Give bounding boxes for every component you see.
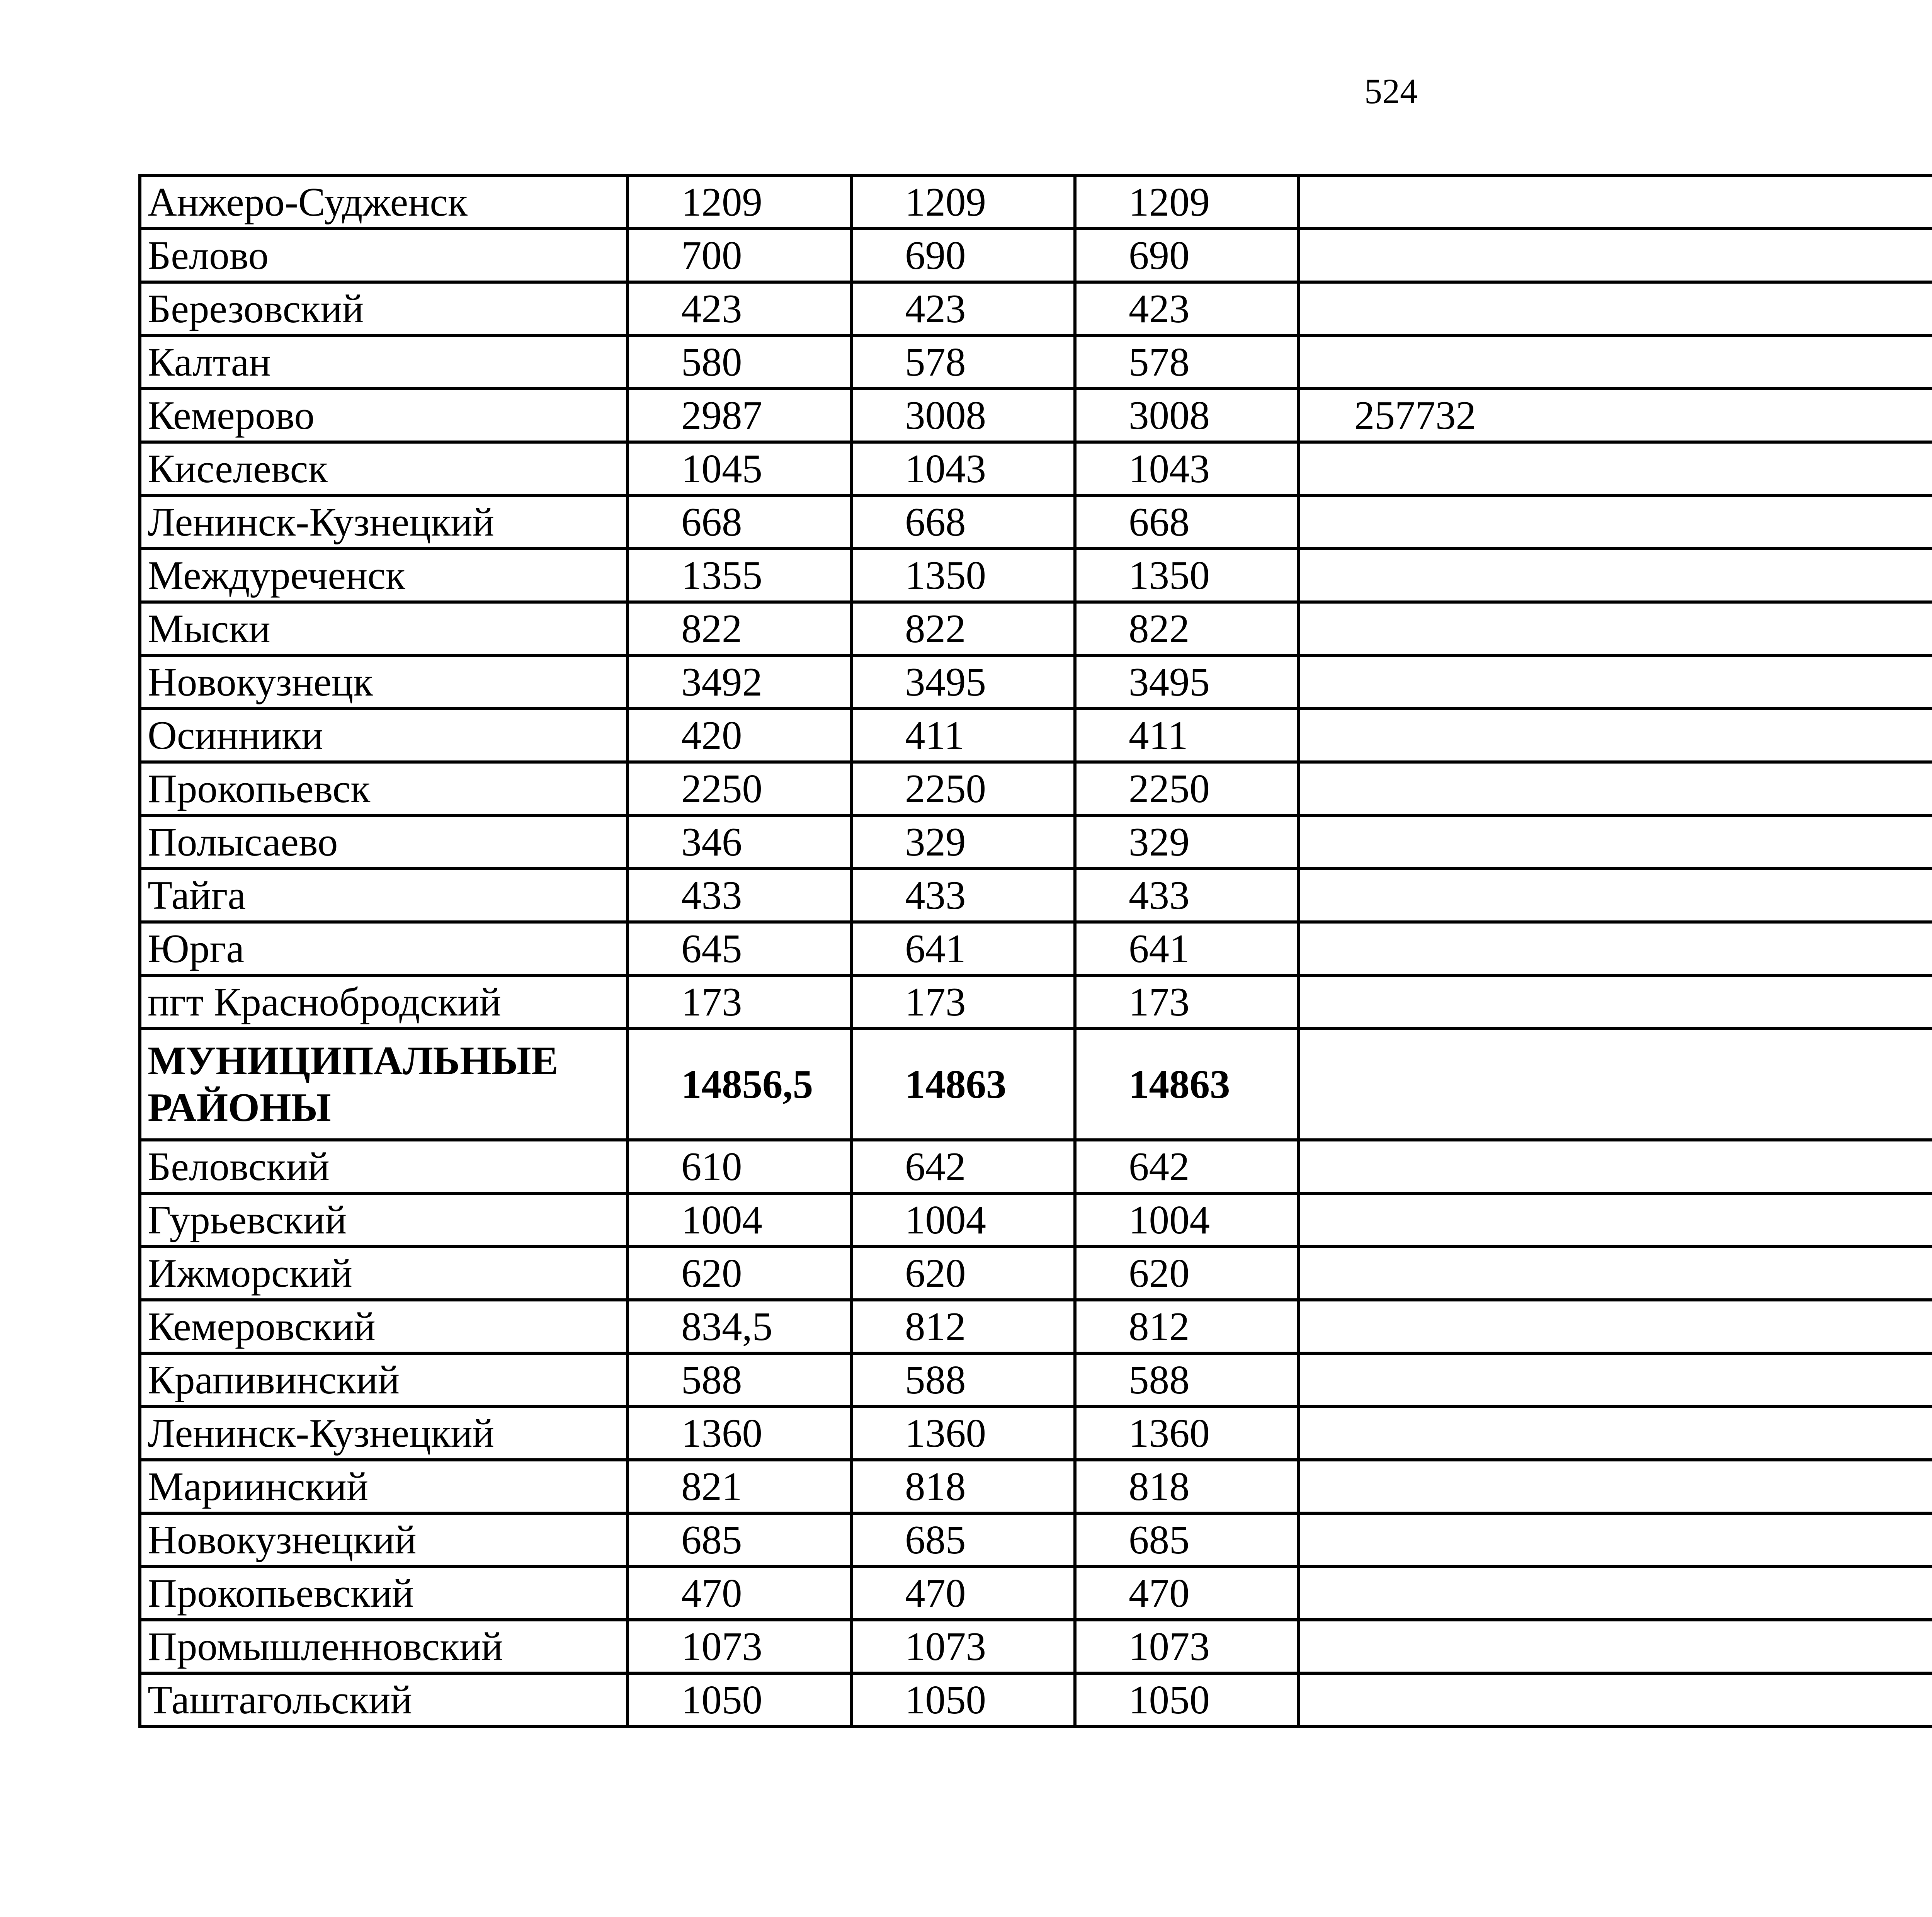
extra-cell-5 — [1299, 602, 1932, 655]
value-cell-1: 685 — [628, 1513, 851, 1567]
table-row — [140, 975, 1932, 1029]
value-cell-1: 645 — [628, 922, 851, 975]
value-cell-1: 580 — [628, 335, 851, 389]
value-cell-1: 610 — [628, 1140, 851, 1193]
value-cell-1: 2987 — [628, 389, 851, 442]
territory-name-cell: Междуреченск — [140, 549, 628, 602]
value-cell-1: 822 — [628, 602, 851, 655]
territory-name-cell: Новокузнецкий — [140, 1513, 628, 1567]
territory-name-cell: Беловский — [140, 1140, 628, 1193]
page-number: 524 — [1364, 71, 1418, 111]
value-cell-3: 470 — [1075, 1567, 1299, 1620]
extra-cell-5 — [1299, 709, 1932, 762]
value-cell-2: 1360 — [851, 1407, 1075, 1460]
value-cell-2: 423 — [851, 282, 1075, 335]
value-cell-3: 2250 — [1075, 762, 1299, 815]
table-row — [140, 1673, 1932, 1726]
extra-cell-5 — [1299, 1140, 1932, 1193]
territory-name-cell: Полысаево — [140, 815, 628, 869]
extra-cell-5 — [1299, 975, 1932, 1029]
value-cell-3: 3495 — [1075, 655, 1299, 709]
value-cell-2: 641 — [851, 922, 1075, 975]
territory-name-cell: Осинники — [140, 709, 628, 762]
extra-cell-5 — [1299, 282, 1932, 335]
table-row — [140, 1620, 1932, 1673]
territory-name-cell: Кемеровский — [140, 1300, 628, 1353]
value-cell-1: 1209 — [628, 175, 851, 229]
table-row — [140, 922, 1932, 975]
value-cell-1: 1355 — [628, 549, 851, 602]
table-row — [140, 175, 1932, 229]
table-row — [140, 1407, 1932, 1460]
value-cell-2: 1073 — [851, 1620, 1075, 1673]
data-table — [138, 174, 1932, 1728]
table-row — [140, 762, 1932, 815]
value-cell-1: 588 — [628, 1353, 851, 1407]
table-row — [140, 869, 1932, 922]
value-cell-3: 690 — [1075, 229, 1299, 282]
table-body — [140, 175, 1932, 1726]
extra-cell-5 — [1299, 229, 1932, 282]
table-row — [140, 442, 1932, 495]
value-cell-1: 620 — [628, 1247, 851, 1300]
value-cell-2: 818 — [851, 1460, 1075, 1513]
territory-name-cell: Юрга — [140, 922, 628, 975]
value-cell-1: 3492 — [628, 655, 851, 709]
value-cell-3: 1050 — [1075, 1673, 1299, 1726]
value-cell-3: 1350 — [1075, 549, 1299, 602]
territory-name-cell: МУНИЦИПАЛЬНЫЕ РАЙОНЫ — [140, 1029, 628, 1140]
territory-name-cell: Калтан — [140, 335, 628, 389]
table-row — [140, 602, 1932, 655]
value-cell-1: 834,5 — [628, 1300, 851, 1353]
table-row — [140, 1567, 1932, 1620]
table-row — [140, 1193, 1932, 1247]
territory-name-cell: Ленинск-Кузнецкий — [140, 495, 628, 549]
value-cell-2: 3495 — [851, 655, 1075, 709]
territory-name-cell: Березовский — [140, 282, 628, 335]
value-cell-1: 821 — [628, 1460, 851, 1513]
value-cell-3: 668 — [1075, 495, 1299, 549]
value-cell-3: 423 — [1075, 282, 1299, 335]
value-cell-1: 700 — [628, 229, 851, 282]
extra-cell-5 — [1299, 1513, 1932, 1567]
territory-name-cell: Тайга — [140, 869, 628, 922]
value-cell-2: 690 — [851, 229, 1075, 282]
extra-cell-5 — [1299, 1567, 1932, 1620]
value-cell-2: 1209 — [851, 175, 1075, 229]
territory-name-cell: Белово — [140, 229, 628, 282]
territory-name-cell: Мыски — [140, 602, 628, 655]
value-cell-2: 1043 — [851, 442, 1075, 495]
value-cell-3: 1043 — [1075, 442, 1299, 495]
value-cell-3: 329 — [1075, 815, 1299, 869]
territory-name-cell: Мариинский — [140, 1460, 628, 1513]
extra-cell-5 — [1299, 1300, 1932, 1353]
value-cell-1: 668 — [628, 495, 851, 549]
value-cell-2: 588 — [851, 1353, 1075, 1407]
extra-cell-5 — [1299, 762, 1932, 815]
value-cell-2: 2250 — [851, 762, 1075, 815]
extra-cell-5 — [1299, 1193, 1932, 1247]
value-cell-2: 14863 — [851, 1029, 1075, 1140]
value-cell-3: 1073 — [1075, 1620, 1299, 1673]
extra-cell-5 — [1299, 1029, 1932, 1140]
extra-cell-5 — [1299, 655, 1932, 709]
extra-cell-5 — [1299, 1247, 1932, 1300]
territory-name-cell: Таштагольский — [140, 1673, 628, 1726]
extra-cell-5 — [1299, 1620, 1932, 1673]
value-cell-2: 620 — [851, 1247, 1075, 1300]
extra-cell-5 — [1299, 869, 1932, 922]
value-cell-1: 1050 — [628, 1673, 851, 1726]
value-cell-3: 411 — [1075, 709, 1299, 762]
territory-name-cell: Ижморский — [140, 1247, 628, 1300]
value-cell-2: 470 — [851, 1567, 1075, 1620]
table-row — [140, 1353, 1932, 1407]
extra-cell-5 — [1299, 175, 1932, 229]
value-cell-1: 423 — [628, 282, 851, 335]
table-row — [140, 815, 1932, 869]
territory-name-cell: Крапивинский — [140, 1353, 628, 1407]
territory-name-cell: Прокопьевский — [140, 1567, 628, 1620]
value-cell-3: 641 — [1075, 922, 1299, 975]
value-cell-3: 1004 — [1075, 1193, 1299, 1247]
value-cell-3: 812 — [1075, 1300, 1299, 1353]
value-cell-3: 14863 — [1075, 1029, 1299, 1140]
value-cell-3: 818 — [1075, 1460, 1299, 1513]
value-cell-1: 433 — [628, 869, 851, 922]
extra-cell-5 — [1299, 1460, 1932, 1513]
value-cell-2: 578 — [851, 335, 1075, 389]
table-row — [140, 282, 1932, 335]
extra-cell-5 — [1299, 815, 1932, 869]
value-cell-1: 173 — [628, 975, 851, 1029]
territory-name-cell: Гурьевский — [140, 1193, 628, 1247]
value-cell-2: 1350 — [851, 549, 1075, 602]
value-cell-3: 588 — [1075, 1353, 1299, 1407]
value-cell-2: 822 — [851, 602, 1075, 655]
extra-cell-5: 257732 — [1299, 389, 1932, 442]
territory-name-cell: Кемерово — [140, 389, 628, 442]
value-cell-1: 1073 — [628, 1620, 851, 1673]
value-cell-2: 812 — [851, 1300, 1075, 1353]
value-cell-1: 346 — [628, 815, 851, 869]
value-cell-3: 3008 — [1075, 389, 1299, 442]
value-cell-1: 420 — [628, 709, 851, 762]
table-row — [140, 495, 1932, 549]
value-cell-3: 578 — [1075, 335, 1299, 389]
value-cell-1: 1004 — [628, 1193, 851, 1247]
table-row — [140, 1300, 1932, 1353]
value-cell-1: 1360 — [628, 1407, 851, 1460]
table-row — [140, 1140, 1932, 1193]
value-cell-2: 329 — [851, 815, 1075, 869]
table-row — [140, 1247, 1932, 1300]
extra-cell-5 — [1299, 922, 1932, 975]
value-cell-2: 1004 — [851, 1193, 1075, 1247]
table-row-section-total — [140, 1029, 1932, 1140]
territory-name-cell: Промышленновский — [140, 1620, 628, 1673]
territory-name-cell: пгт Краснобродский — [140, 975, 628, 1029]
extra-cell-5 — [1299, 1353, 1932, 1407]
value-cell-3: 1209 — [1075, 175, 1299, 229]
value-cell-1: 470 — [628, 1567, 851, 1620]
value-cell-2: 3008 — [851, 389, 1075, 442]
extra-cell-5 — [1299, 1407, 1932, 1460]
value-cell-2: 433 — [851, 869, 1075, 922]
value-cell-3: 642 — [1075, 1140, 1299, 1193]
table-row — [140, 549, 1932, 602]
value-cell-3: 433 — [1075, 869, 1299, 922]
value-cell-2: 642 — [851, 1140, 1075, 1193]
table-row — [140, 1513, 1932, 1567]
extra-cell-5 — [1299, 495, 1932, 549]
extra-cell-5 — [1299, 1673, 1932, 1726]
value-cell-3: 822 — [1075, 602, 1299, 655]
table-row — [140, 389, 1932, 442]
value-cell-2: 173 — [851, 975, 1075, 1029]
value-cell-2: 685 — [851, 1513, 1075, 1567]
table-row — [140, 229, 1932, 282]
territory-name-cell: Анжеро-Судженск — [140, 175, 628, 229]
value-cell-1: 14856,5 — [628, 1029, 851, 1140]
territory-name-cell: Ленинск-Кузнецкий — [140, 1407, 628, 1460]
value-cell-3: 1360 — [1075, 1407, 1299, 1460]
table-row — [140, 709, 1932, 762]
value-cell-3: 173 — [1075, 975, 1299, 1029]
value-cell-2: 668 — [851, 495, 1075, 549]
territory-name-cell: Киселевск — [140, 442, 628, 495]
table-row — [140, 1460, 1932, 1513]
value-cell-2: 411 — [851, 709, 1075, 762]
extra-cell-5 — [1299, 549, 1932, 602]
table-row — [140, 335, 1932, 389]
table-row — [140, 655, 1932, 709]
territory-name-cell: Прокопьевск — [140, 762, 628, 815]
value-cell-1: 2250 — [628, 762, 851, 815]
value-cell-3: 620 — [1075, 1247, 1299, 1300]
extra-cell-5 — [1299, 335, 1932, 389]
territory-name-cell: Новокузнецк — [140, 655, 628, 709]
extra-cell-5 — [1299, 442, 1932, 495]
value-cell-3: 685 — [1075, 1513, 1299, 1567]
value-cell-2: 1050 — [851, 1673, 1075, 1726]
value-cell-1: 1045 — [628, 442, 851, 495]
